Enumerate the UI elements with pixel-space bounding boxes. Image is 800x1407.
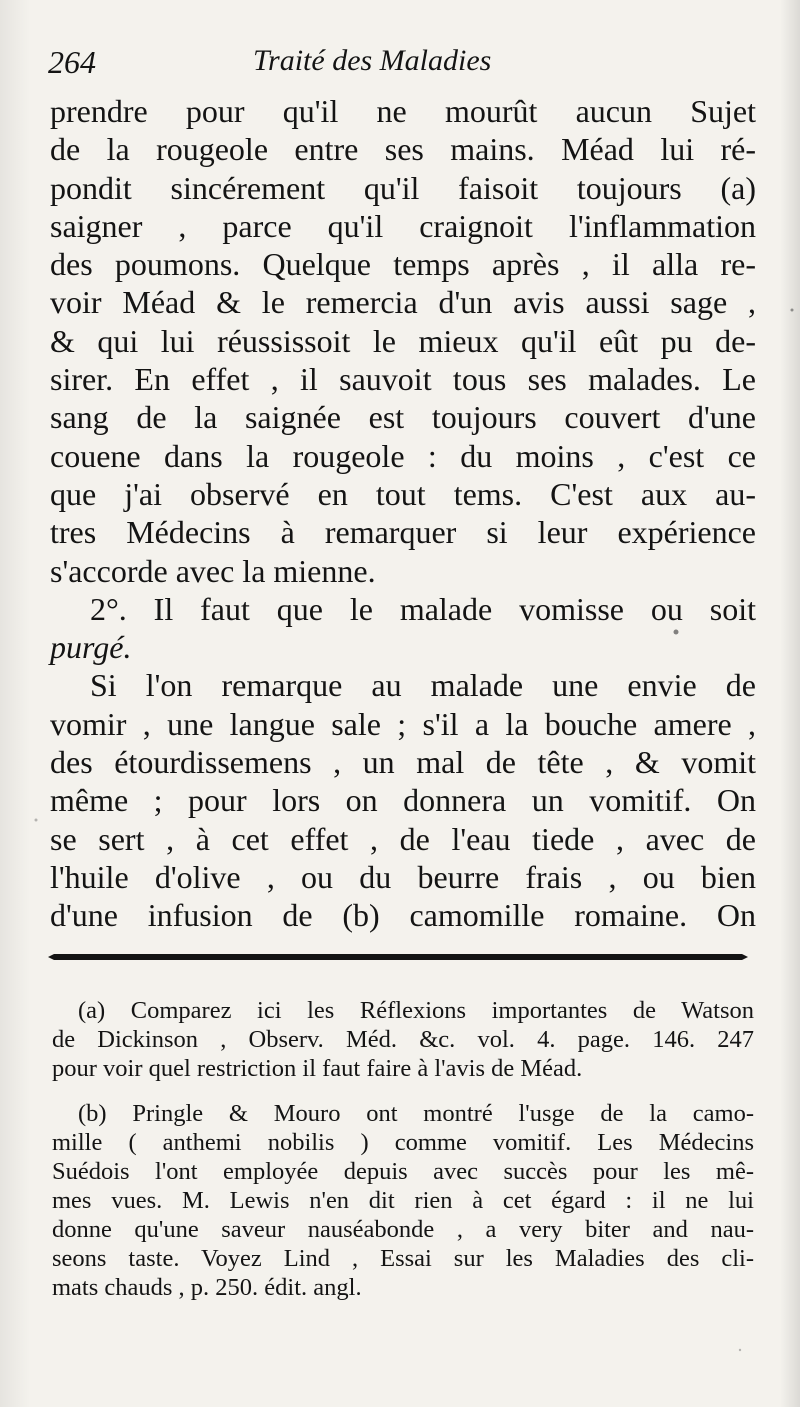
- text-line: de la rougeole entre ses mains. Méad lui ré-: [50, 131, 756, 168]
- text-line: se sert , à cet effet , de l'eau tiede , avec de: [50, 820, 756, 857]
- footnote-line: (a) Comparez ici les Réflexions importantes de Watson: [78, 997, 754, 1024]
- running-title: Traité des Maladies: [253, 44, 492, 77]
- footnote-gap: [52, 1083, 754, 1099]
- footnote-line: pour voir quel restriction il faut faire à l'avis de Méad.: [52, 1055, 583, 1082]
- footnote-line: de Dickinson , Observ. Méd. &c. vol. 4. page. 146. 247: [52, 1026, 754, 1053]
- text-line: que j'ai observé en tout tems. C'est aux au-: [50, 475, 756, 512]
- text-line: voir Méad & le remercia d'un avis aussi sage ,: [50, 284, 756, 321]
- main-text: [50, 92, 756, 935]
- text-line: & qui lui réussissoit le mieux qu'il eût pu de-: [50, 322, 756, 359]
- footnote-line: seons taste. Voyez Lind , Essai sur les Maladies des cli-: [52, 1245, 754, 1272]
- footnote-line: mes vues. M. Lewis n'en dit rien à cet égard : il ne lui: [52, 1187, 754, 1214]
- text-line: pondit sincérement qu'il faisoit toujours (a): [50, 169, 756, 206]
- footnote-line: mille ( anthemi nobilis ) comme vomitif. Les Médecins: [52, 1129, 754, 1156]
- text-line: vomir , une langue sale ; s'il a la bouche amere ,: [50, 705, 756, 742]
- page-header: [48, 44, 758, 84]
- section-heading-line: purgé.: [50, 629, 132, 666]
- text-line: tres Médecins à remarquer si leur expérience: [50, 514, 756, 551]
- text-line: sirer. En effet , il sauvoit tous ses malades. Le: [50, 361, 756, 398]
- footnotes: [52, 996, 754, 1302]
- footnote-line: mats chauds , p. 250. édit. angl.: [52, 1274, 362, 1301]
- footnote-line: (b) Pringle & Mouro ont montré l'usge de la camo-: [78, 1100, 754, 1127]
- footnote-line: donne qu'une saveur nauséabonde , a very biter and nau-: [52, 1216, 754, 1243]
- text-line: des étourdissemens , un mal de tête , & vomit: [50, 744, 756, 781]
- text-line: prendre pour qu'il ne mourût aucun Sujet: [50, 93, 756, 129]
- text-line: s'accorde avec la mienne.: [50, 552, 376, 589]
- text-line: couene dans la rougeole : du moins , c'est ce: [50, 437, 756, 474]
- page-number: 264: [48, 44, 96, 80]
- text-line: des poumons. Quelque temps après , il alla re-: [50, 246, 756, 283]
- text-line: sang de la saignée est toujours couvert d'une: [50, 399, 756, 436]
- text-line: même ; pour lors on donnera un vomitif. On: [50, 782, 756, 819]
- footnote-line: Suédois l'ont employée depuis avec succès pour les mê-: [52, 1158, 754, 1185]
- text-line: Si l'on remarque au malade une envie de: [90, 667, 756, 704]
- text-line: saigner , parce qu'il craignoit l'inflammation: [50, 207, 756, 244]
- footnote-rule: [48, 952, 748, 962]
- section-heading-line: 2°. Il faut que le malade vomisse ou soit: [90, 590, 756, 627]
- text-line: l'huile d'olive , ou du beurre frais , ou bien: [50, 858, 756, 895]
- text-line: d'une infusion de (b) camomille romaine. On: [50, 897, 756, 934]
